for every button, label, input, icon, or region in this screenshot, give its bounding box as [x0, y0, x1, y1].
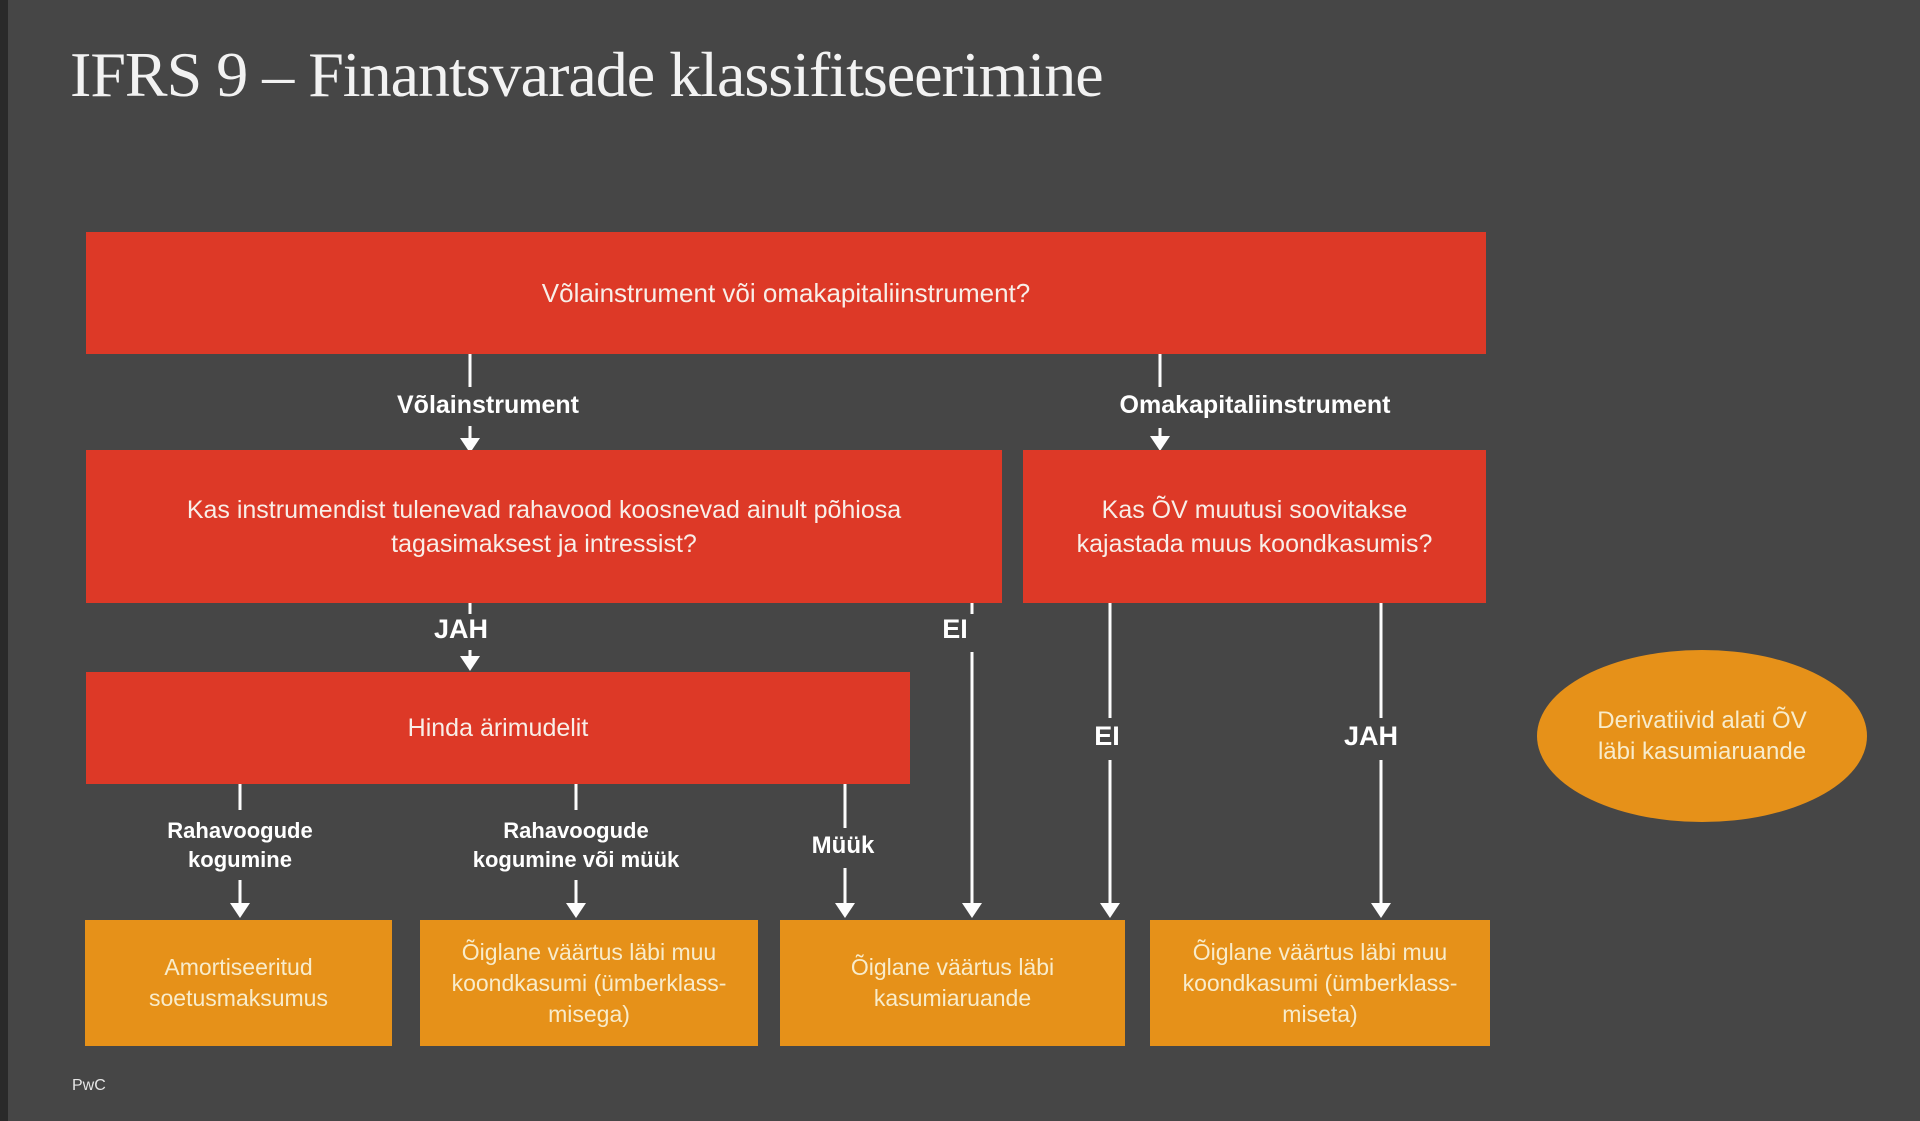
flow-line: [469, 426, 472, 438]
pwc-logo: PwC: [72, 1077, 106, 1094]
branch-collect-or-sell-label: Rahavoogude kogumine või müük: [472, 818, 680, 872]
arrow-down-icon: [1371, 903, 1391, 918]
left-edge-strip: [0, 0, 8, 1121]
ei-left-label: EI: [942, 614, 968, 644]
top-question-text: Võlainstrument või omakapitaliinstrument?: [541, 277, 1031, 308]
outcome-fvoci-no-recycling-box: [1150, 920, 1490, 1046]
flow-line: [575, 880, 578, 903]
arrow-down-icon: [566, 903, 586, 918]
flow-line: [239, 880, 242, 903]
right-question-box: [1023, 450, 1486, 603]
left-question-text: Kas instrumendist tulenevad rahavood koosnevad ainult põhiosa tagasimaksest ja intressist?: [186, 495, 902, 558]
top-question-box: [86, 232, 1486, 354]
outcome-amortised-text: Amortiseeritud soetusmaksumus: [149, 954, 328, 1011]
flow-line: [469, 354, 472, 387]
left-question-box: [86, 450, 1002, 603]
ei-right-label: EI: [1094, 721, 1120, 751]
flow-line: [1380, 603, 1383, 718]
flow-line: [844, 784, 847, 828]
branch-collect-label: Rahavoogude kogumine: [167, 818, 313, 872]
outcome-amortised-box: [85, 920, 392, 1046]
slide-title: IFRS 9 – Finantsvarade klassifitseerimine: [70, 39, 1103, 110]
jah-left-label: JAH: [433, 614, 489, 644]
outcome-fvpl-text: Õiglane väärtus läbi kasumiaruande: [850, 954, 1055, 1011]
outcome-fvoci-recycling-box: [420, 920, 758, 1046]
arrow-down-icon: [1150, 436, 1170, 451]
arrow-down-icon: [460, 656, 480, 671]
arrow-down-icon: [230, 903, 250, 918]
outcome-fvoci-recycling-text: Õiglane väärtus läbi muu koondkasumi (ümberklass-misega): [451, 938, 727, 1027]
flow-line: [239, 784, 242, 810]
flow-line: [1159, 428, 1162, 436]
derivatives-note-text: Derivatiivid alati ÕV läbi kasumiaruande: [1597, 707, 1807, 765]
flow-line: [1159, 354, 1162, 387]
jah-right-label: JAH: [1343, 721, 1399, 751]
business-model-box: [86, 672, 910, 784]
flow-line: [1380, 760, 1383, 903]
flow-line: [1109, 603, 1112, 718]
right-question-text: Kas ÕV muutusi soovitakse kajastada muus koondkasumis?: [1076, 495, 1433, 558]
flow-line: [971, 603, 974, 614]
outcome-fvoci-no-recycling-text: Õiglane väärtus läbi muu koondkasumi (ümberklass-miseta): [1182, 938, 1458, 1027]
flow-line: [1109, 760, 1112, 903]
flow-line: [844, 868, 847, 903]
arrow-down-icon: [962, 903, 982, 918]
arrow-down-icon: [835, 903, 855, 918]
branch-right-label: Omakapitaliinstrument: [1119, 391, 1391, 419]
derivatives-ellipse: [1537, 650, 1867, 822]
flow-line: [575, 784, 578, 810]
business-model-text: Hinda ärimudelit: [407, 713, 589, 742]
arrow-down-icon: [1100, 903, 1120, 918]
flow-line: [469, 603, 472, 614]
branch-left-label: Võlainstrument: [397, 391, 579, 419]
outcome-fvpl-box: [780, 920, 1125, 1046]
branch-sell-label: Müük: [811, 832, 875, 859]
flow-line: [971, 652, 974, 903]
